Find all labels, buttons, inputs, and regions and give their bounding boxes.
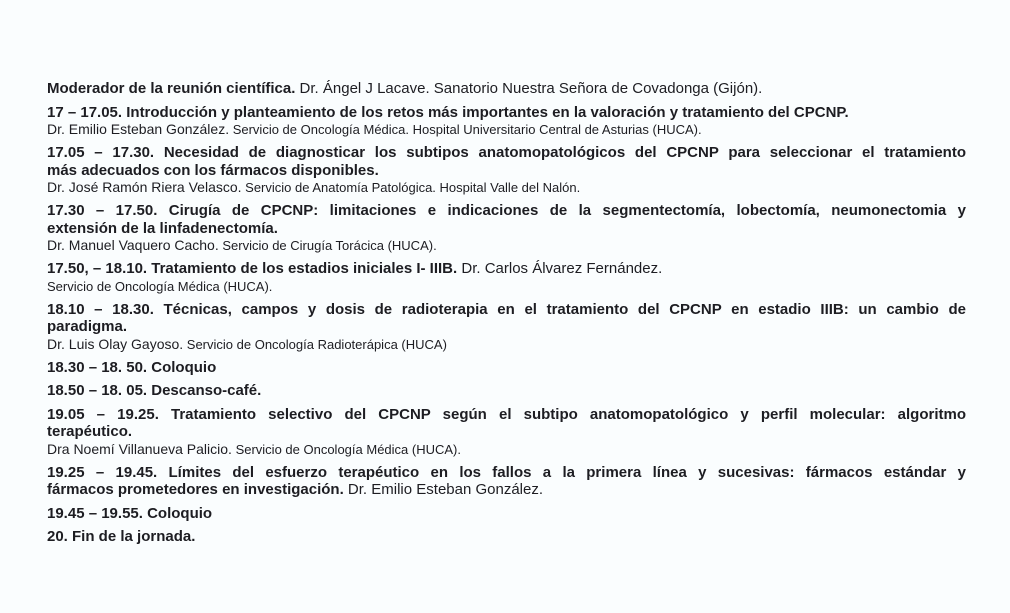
- item-service: Servicio de Oncología Médica. Hospital Universitario Central de Asturias (HUCA).: [229, 122, 702, 137]
- program-item-radiotherapy: [47, 301, 966, 353]
- item-title-line1: 19.25 – 19.45. Límites del esfuerzo terapéutico en los fallos a la primera línea y sucesivas: fármacos estándar y: [47, 463, 966, 481]
- program-item-end: [47, 528, 966, 546]
- item-service: Servicio de Oncología Médica (HUCA).: [47, 278, 273, 294]
- moderator-text: Dr. Ángel J Lacave. Sanatorio Nuestra Señora de Covadonga (Gijón).: [295, 80, 763, 97]
- item-speaker: Dr. Emilio Esteban González.: [343, 481, 544, 498]
- item-speaker: Dr. Carlos Álvarez Fernández.: [457, 260, 663, 277]
- item-title-line2: más adecuados con los fármacos disponibles.: [47, 161, 379, 179]
- item-title-line2: terapéutico.: [47, 423, 133, 440]
- program-item-selective-treatment: [47, 406, 966, 458]
- item-speaker: Dr. Manuel Vaquero Cacho.: [47, 237, 219, 253]
- item-title: 18.30 – 18. 50. Coloquio: [47, 358, 217, 376]
- item-title-line2: extensión de la linfadenectomía.: [47, 219, 278, 237]
- item-title: 20. Fin de la jornada.: [47, 528, 196, 545]
- program-item-initial-stages: [47, 260, 966, 295]
- program-item-surgery: [47, 202, 966, 254]
- program-item-colloquium-1: [47, 359, 966, 377]
- program-item-therapeutic-limits: [47, 464, 966, 499]
- item-title-line1: 19.05 – 19.25. Tratamiento selectivo del CPCNP según el subtipo anatomopatológico y perfil molecular: algoritmo: [47, 405, 966, 423]
- item-service: Servicio de Cirugía Torácica (HUCA).: [218, 238, 437, 253]
- item-title-line1: 17.05 – 17.30. Necesidad de diagnosticar los subtipos anatomopatológicos del CPCNP para seleccionar el tratamiento: [47, 144, 966, 161]
- item-service: Servicio de Oncología Radioterápica (HUCA): [183, 336, 447, 352]
- item-speaker: Dr. José Ramón Riera Velasco.: [47, 179, 242, 195]
- program-item-intro: [47, 104, 966, 139]
- item-service: Servicio de Oncología Médica (HUCA).: [231, 441, 461, 457]
- item-title: 18.50 – 18. 05. Descanso-café.: [47, 382, 262, 399]
- program-item-coffee-break: [47, 382, 966, 400]
- item-title-line2: paradigma.: [47, 318, 128, 335]
- item-title-line1: 17.30 – 17.50. Cirugía de CPCNP: limitaciones e indicaciones de la segmentectomía, lobectomía, neumonectomia y: [47, 202, 966, 219]
- program-item-diagnosis: [47, 144, 966, 196]
- item-title-line1: 18.10 – 18.30. Técnicas, campos y dosis de radioterapia en el tratamiento del CPCNP en estadio IIIB: un cambio de: [47, 300, 966, 318]
- item-title: 17 – 17.05. Introducción y planteamiento de los retos más importantes en la valoración y tratamiento del CPCNP.: [47, 103, 849, 121]
- program-item-colloquium-2: [47, 505, 966, 523]
- moderator-label: Moderador de la reunión científica.: [47, 80, 296, 97]
- item-title: 19.45 – 19.55. Coloquio: [47, 504, 213, 522]
- item-speaker: Dra Noemí Villanueva Palicio.: [47, 440, 232, 457]
- moderator-entry: [47, 80, 966, 98]
- item-service: Servicio de Anatomía Patológica. Hospital Valle del Nalón.: [241, 180, 581, 195]
- item-title: 17.50, – 18.10. Tratamiento de los estadios iniciales I- IIIB.: [47, 260, 458, 277]
- item-speaker: Dr. Emilio Esteban González.: [47, 121, 230, 137]
- item-speaker: Dr. Luis Olay Gayoso.: [47, 335, 184, 352]
- item-title-line2: fármacos prometedores en investigación.: [47, 481, 344, 498]
